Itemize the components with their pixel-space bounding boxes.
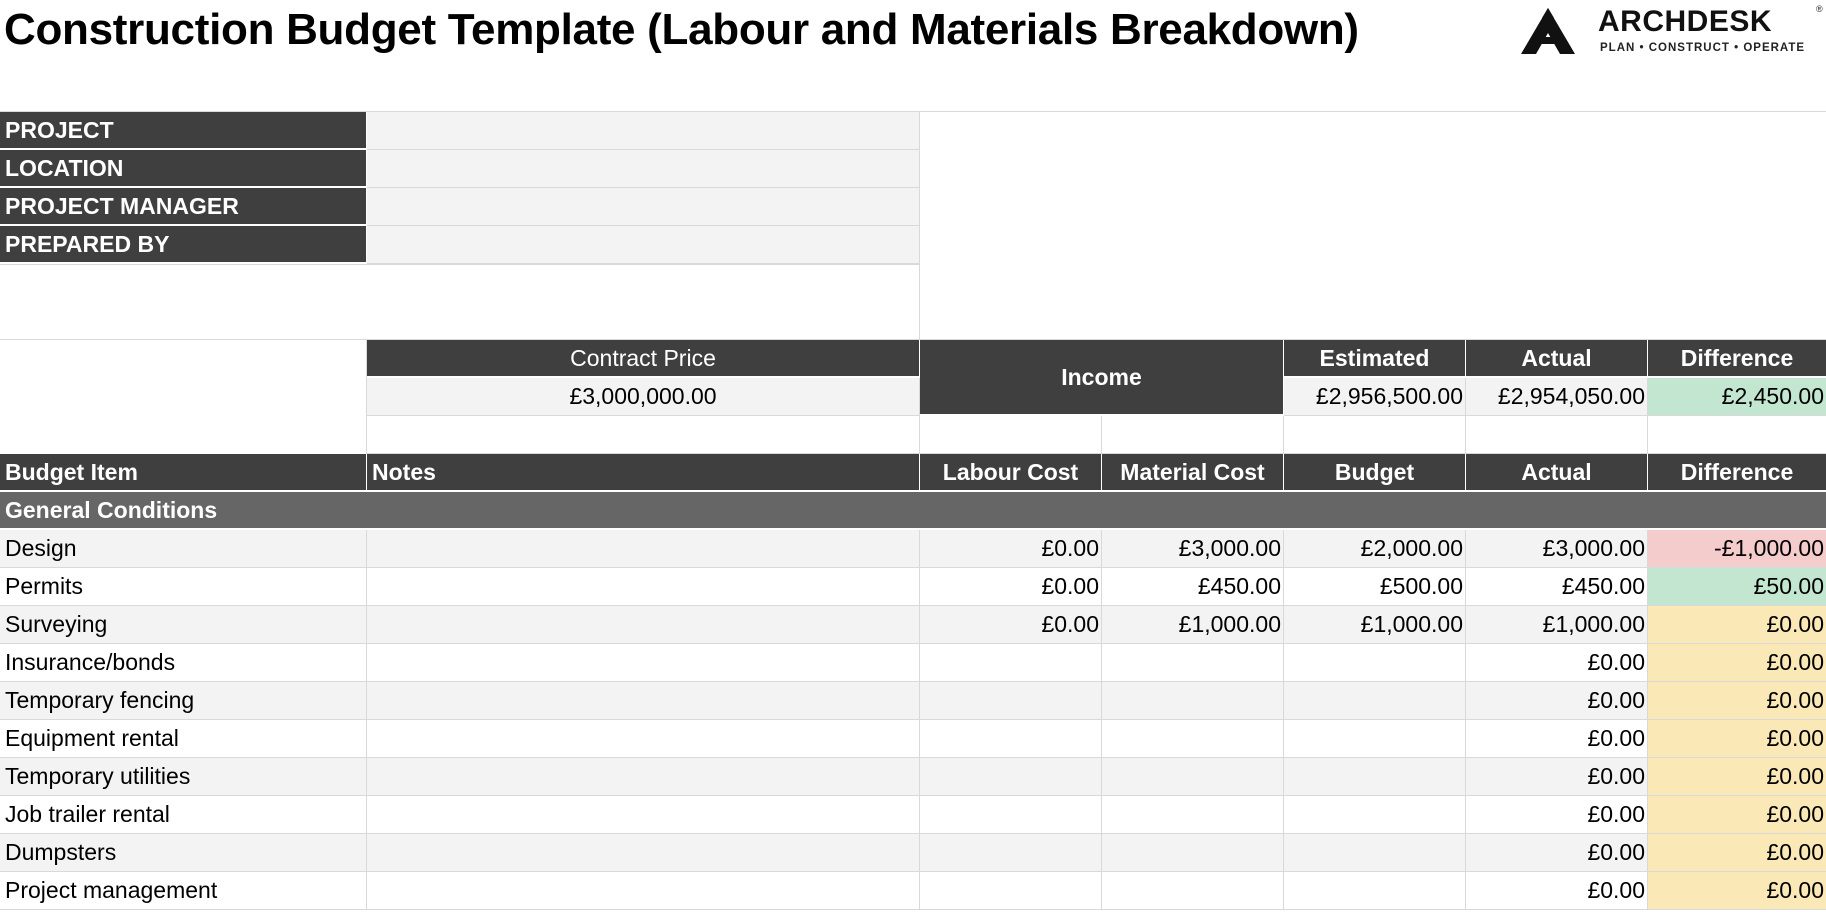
notes-cell[interactable] bbox=[367, 606, 920, 644]
estimated-value[interactable]: £2,956,500.00 bbox=[1284, 378, 1466, 416]
difference-cell[interactable]: £0.00 bbox=[1648, 606, 1826, 644]
project-field-value[interactable] bbox=[367, 150, 920, 188]
actual-label: Actual bbox=[1466, 340, 1648, 378]
project-field-label: LOCATION bbox=[0, 150, 367, 188]
actual-cell[interactable]: £0.00 bbox=[1466, 720, 1648, 758]
budget-cell[interactable] bbox=[1284, 720, 1466, 758]
labour-cost-cell[interactable] bbox=[920, 834, 1102, 872]
labour-cost-cell[interactable] bbox=[920, 720, 1102, 758]
notes-cell[interactable] bbox=[367, 530, 920, 568]
contract-price-label: Contract Price bbox=[367, 340, 920, 378]
budget-item-cell[interactable]: Permits bbox=[0, 568, 367, 606]
budget-cell[interactable] bbox=[1284, 758, 1466, 796]
actual-cell[interactable]: £1,000.00 bbox=[1466, 606, 1648, 644]
labour-cost-cell[interactable] bbox=[920, 644, 1102, 682]
spacer-cell[interactable] bbox=[920, 416, 1102, 454]
material-cost-cell[interactable] bbox=[1102, 644, 1284, 682]
col-header-budget: Budget bbox=[1284, 454, 1466, 492]
budget-item-cell[interactable]: Temporary fencing bbox=[0, 682, 367, 720]
material-cost-cell[interactable] bbox=[1102, 834, 1284, 872]
notes-cell[interactable] bbox=[367, 682, 920, 720]
project-field-value[interactable] bbox=[367, 188, 920, 226]
material-cost-cell[interactable] bbox=[1102, 682, 1284, 720]
labour-cost-cell[interactable] bbox=[920, 682, 1102, 720]
labour-cost-cell[interactable] bbox=[920, 796, 1102, 834]
labour-cost-cell[interactable] bbox=[920, 872, 1102, 910]
budget-cell[interactable] bbox=[1284, 834, 1466, 872]
material-cost-cell[interactable]: £450.00 bbox=[1102, 568, 1284, 606]
difference-cell[interactable]: £0.00 bbox=[1648, 644, 1826, 682]
labour-cost-cell[interactable]: £0.00 bbox=[920, 530, 1102, 568]
budget-item-cell[interactable]: Job trailer rental bbox=[0, 796, 367, 834]
actual-cell[interactable]: £0.00 bbox=[1466, 872, 1648, 910]
material-cost-cell[interactable]: £1,000.00 bbox=[1102, 606, 1284, 644]
notes-cell[interactable] bbox=[367, 568, 920, 606]
budget-cell[interactable] bbox=[1284, 682, 1466, 720]
budget-item-cell[interactable]: Temporary utilities bbox=[0, 758, 367, 796]
actual-cell[interactable]: £0.00 bbox=[1466, 644, 1648, 682]
actual-value[interactable]: £2,954,050.00 bbox=[1466, 378, 1648, 416]
grid-line bbox=[919, 111, 920, 339]
spacer-block bbox=[0, 339, 367, 454]
archdesk-a-logo-icon bbox=[1519, 6, 1577, 56]
notes-cell[interactable] bbox=[367, 834, 920, 872]
budget-item-cell[interactable]: Equipment rental bbox=[0, 720, 367, 758]
difference-cell[interactable]: £0.00 bbox=[1648, 834, 1826, 872]
archdesk-logo bbox=[1516, 4, 1826, 56]
logo-name: ARCHDESK bbox=[1598, 5, 1773, 38]
difference-cell[interactable]: £50.00 bbox=[1648, 568, 1826, 606]
notes-cell[interactable] bbox=[367, 758, 920, 796]
difference-cell[interactable]: £0.00 bbox=[1648, 720, 1826, 758]
actual-cell[interactable]: £0.00 bbox=[1466, 758, 1648, 796]
notes-cell[interactable] bbox=[367, 644, 920, 682]
project-field-label: PREPARED BY bbox=[0, 226, 367, 264]
labour-cost-cell[interactable]: £0.00 bbox=[920, 606, 1102, 644]
income-label: Income bbox=[920, 340, 1284, 416]
material-cost-cell[interactable] bbox=[1102, 720, 1284, 758]
budget-item-cell[interactable]: Project management bbox=[0, 872, 367, 910]
budget-cell[interactable] bbox=[1284, 644, 1466, 682]
budget-cell[interactable]: £500.00 bbox=[1284, 568, 1466, 606]
spacer-cell[interactable] bbox=[1466, 416, 1648, 454]
col-header-labour-cost: Labour Cost bbox=[920, 454, 1102, 492]
grid-line bbox=[0, 264, 920, 265]
notes-cell[interactable] bbox=[367, 796, 920, 834]
material-cost-cell[interactable] bbox=[1102, 872, 1284, 910]
budget-cell[interactable]: £2,000.00 bbox=[1284, 530, 1466, 568]
col-header-actual: Actual bbox=[1466, 454, 1648, 492]
section-general-conditions: General Conditions bbox=[0, 492, 1826, 530]
project-field-value[interactable] bbox=[367, 226, 920, 264]
material-cost-cell[interactable]: £3,000.00 bbox=[1102, 530, 1284, 568]
spacer-cell[interactable] bbox=[1284, 416, 1466, 454]
actual-cell[interactable]: £0.00 bbox=[1466, 834, 1648, 872]
project-field-value[interactable] bbox=[367, 112, 920, 150]
spacer-cell[interactable] bbox=[1648, 416, 1826, 454]
difference-cell[interactable]: £0.00 bbox=[1648, 758, 1826, 796]
difference-cell[interactable]: £0.00 bbox=[1648, 682, 1826, 720]
project-field-label: PROJECT MANAGER bbox=[0, 188, 367, 226]
labour-cost-cell[interactable] bbox=[920, 758, 1102, 796]
difference-value[interactable]: £2,450.00 bbox=[1648, 378, 1826, 416]
notes-cell[interactable] bbox=[367, 720, 920, 758]
spacer-cell[interactable] bbox=[367, 416, 920, 454]
spacer-cell[interactable] bbox=[1102, 416, 1284, 454]
project-field-label: PROJECT bbox=[0, 112, 367, 150]
budget-item-cell[interactable]: Design bbox=[0, 530, 367, 568]
actual-cell[interactable]: £450.00 bbox=[1466, 568, 1648, 606]
budget-item-cell[interactable]: Insurance/bonds bbox=[0, 644, 367, 682]
budget-item-cell[interactable]: Dumpsters bbox=[0, 834, 367, 872]
budget-item-cell[interactable]: Surveying bbox=[0, 606, 367, 644]
logo-trademark: ® bbox=[1816, 4, 1823, 14]
actual-cell[interactable]: £3,000.00 bbox=[1466, 530, 1648, 568]
difference-label: Difference bbox=[1648, 340, 1826, 378]
logo-tagline: PLAN • CONSTRUCT • OPERATE bbox=[1600, 42, 1806, 54]
budget-cell[interactable]: £1,000.00 bbox=[1284, 606, 1466, 644]
material-cost-cell[interactable] bbox=[1102, 758, 1284, 796]
contract-price-value[interactable]: £3,000,000.00 bbox=[367, 378, 920, 416]
page-title: Construction Budget Template (Labour and Materials Breakdown) bbox=[4, 5, 1359, 54]
actual-cell[interactable]: £0.00 bbox=[1466, 682, 1648, 720]
col-header-notes: Notes bbox=[367, 454, 920, 492]
col-header-material-cost: Material Cost bbox=[1102, 454, 1284, 492]
budget-cell[interactable] bbox=[1284, 872, 1466, 910]
labour-cost-cell[interactable]: £0.00 bbox=[920, 568, 1102, 606]
estimated-label: Estimated bbox=[1284, 340, 1466, 378]
material-cost-cell[interactable] bbox=[1102, 796, 1284, 834]
budget-cell[interactable] bbox=[1284, 796, 1466, 834]
col-header-budget-item: Budget Item bbox=[0, 454, 367, 492]
actual-cell[interactable]: £0.00 bbox=[1466, 796, 1648, 834]
col-header-difference: Difference bbox=[1648, 454, 1826, 492]
difference-cell[interactable]: £0.00 bbox=[1648, 796, 1826, 834]
difference-cell[interactable]: £0.00 bbox=[1648, 872, 1826, 910]
notes-cell[interactable] bbox=[367, 872, 920, 910]
difference-cell[interactable]: -£1,000.00 bbox=[1648, 530, 1826, 568]
